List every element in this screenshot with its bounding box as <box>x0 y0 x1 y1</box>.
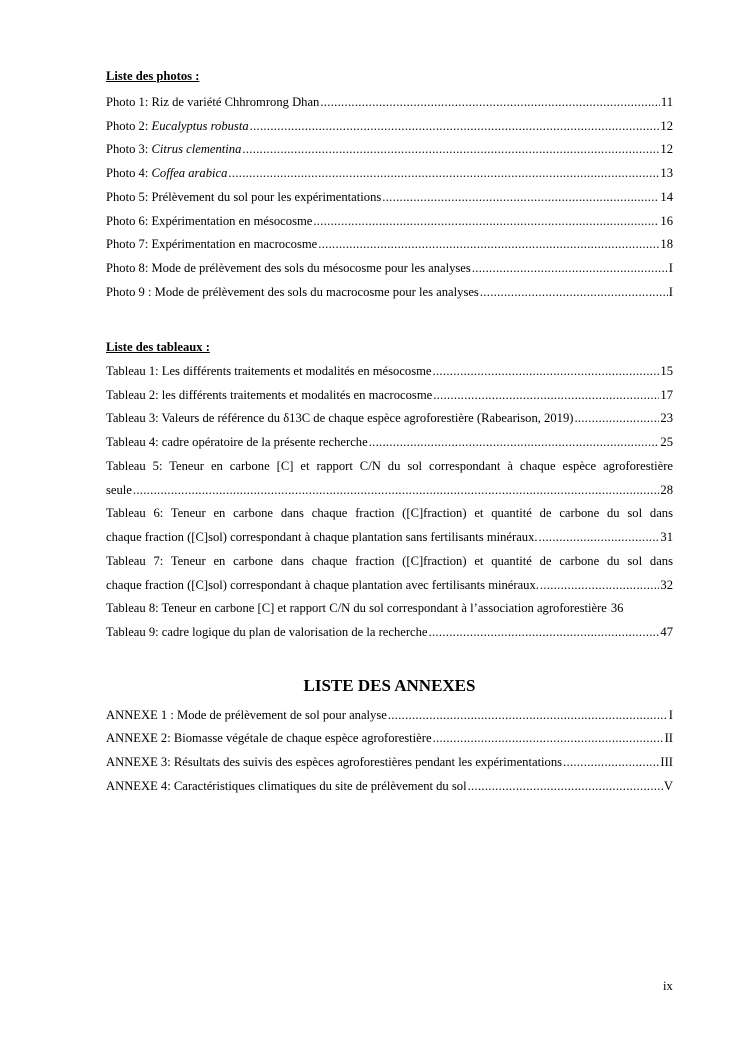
photo-entry-2: Photo 2: Eucalyptus robusta ..... 12 <box>106 119 673 134</box>
table-entry-3: Tableau 3: Valeurs de référence du δ13C de chaque espèce agroforestière (Rabearison, 2019) ..... 23 <box>106 411 673 426</box>
annex-entry-3: ANNEXE 3: Résultats des suivis des espèces agroforestières pendant les expérimentations ..... III <box>106 755 673 770</box>
table-entry-6-line1: Tableau 6: Teneur en carbone dans chaque fraction ([C]fraction) et quantité de carbone du sol dans <box>106 506 673 520</box>
photos-heading: Liste des photos : <box>106 69 200 83</box>
photo-entry-7: Photo 7: Expérimentation en macrocosme ..... 18 <box>106 237 673 252</box>
table-entry-2: Tableau 2: les différents traitements et modalités en macrocosme ..... 17 <box>106 388 673 403</box>
photo-entry-9: Photo 9 : Mode de prélèvement des sols du macrocosme pour les analyses ..... I <box>106 285 673 300</box>
annex-entry-1: ANNEXE 1 : Mode de prélèvement de sol pour analyse ..... I <box>106 708 673 723</box>
table-entry-7-line1: Tableau 7: Teneur en carbone dans chaque fraction ([C]fraction) et quantité de carbone du sol dans <box>106 554 673 568</box>
photo-entry-6: Photo 6: Expérimentation en mésocosme ..... 16 <box>106 214 673 229</box>
table-entry-6-line2: chaque fraction ([C]sol) correspondant à chaque plantation sans fertilisants minéraux. ..... 31 <box>106 530 673 545</box>
page-number: ix <box>663 979 673 993</box>
table-entry-5-line1: Tableau 5: Teneur en carbone [C] et rapport C/N du sol correspondant à chaque espèce agroforestière <box>106 459 673 473</box>
photo-entry-3: Photo 3: Citrus clementina ..... 12 <box>106 142 673 157</box>
photo-entry-8: Photo 8: Mode de prélèvement des sols du mésocosme pour les analyses ..... I <box>106 261 673 276</box>
photo-entry-5: Photo 5: Prélèvement du sol pour les expérimentations ..... 14 <box>106 190 673 205</box>
photo-entry-1: Photo 1: Riz de variété Chhromrong Dhan ..... 11 <box>106 95 673 110</box>
annex-entry-4: ANNEXE 4: Caractéristiques climatiques du site de prélèvement du sol ..... V <box>106 779 673 794</box>
table-entry-4: Tableau 4: cadre opératoire de la présente recherche ..... 25 <box>106 435 673 450</box>
photo-entry-4: Photo 4: Coffea arabica ..... 13 <box>106 166 673 181</box>
table-entry-1: Tableau 1: Les différents traitements et modalités en mésocosme ..... 15 <box>106 364 673 379</box>
table-entry-7-line2: chaque fraction ([C]sol) correspondant à chaque plantation avec fertilisants minéraux. ..... 32 <box>106 578 673 593</box>
tables-heading: Liste des tableaux : <box>106 340 210 354</box>
annexes-title: LISTE DES ANNEXES <box>303 676 476 695</box>
table-entry-9: Tableau 9: cadre logique du plan de valorisation de la recherche ..... 47 <box>106 625 673 640</box>
annex-entry-2: ANNEXE 2: Biomasse végétale de chaque espèce agroforestière ..... II <box>106 731 673 746</box>
table-entry-5-line2: seule ..... 28 <box>106 483 673 498</box>
table-entry-8: Tableau 8: Teneur en carbone [C] et rapport C/N du sol correspondant à l’association agroforestière 36 <box>106 601 624 615</box>
